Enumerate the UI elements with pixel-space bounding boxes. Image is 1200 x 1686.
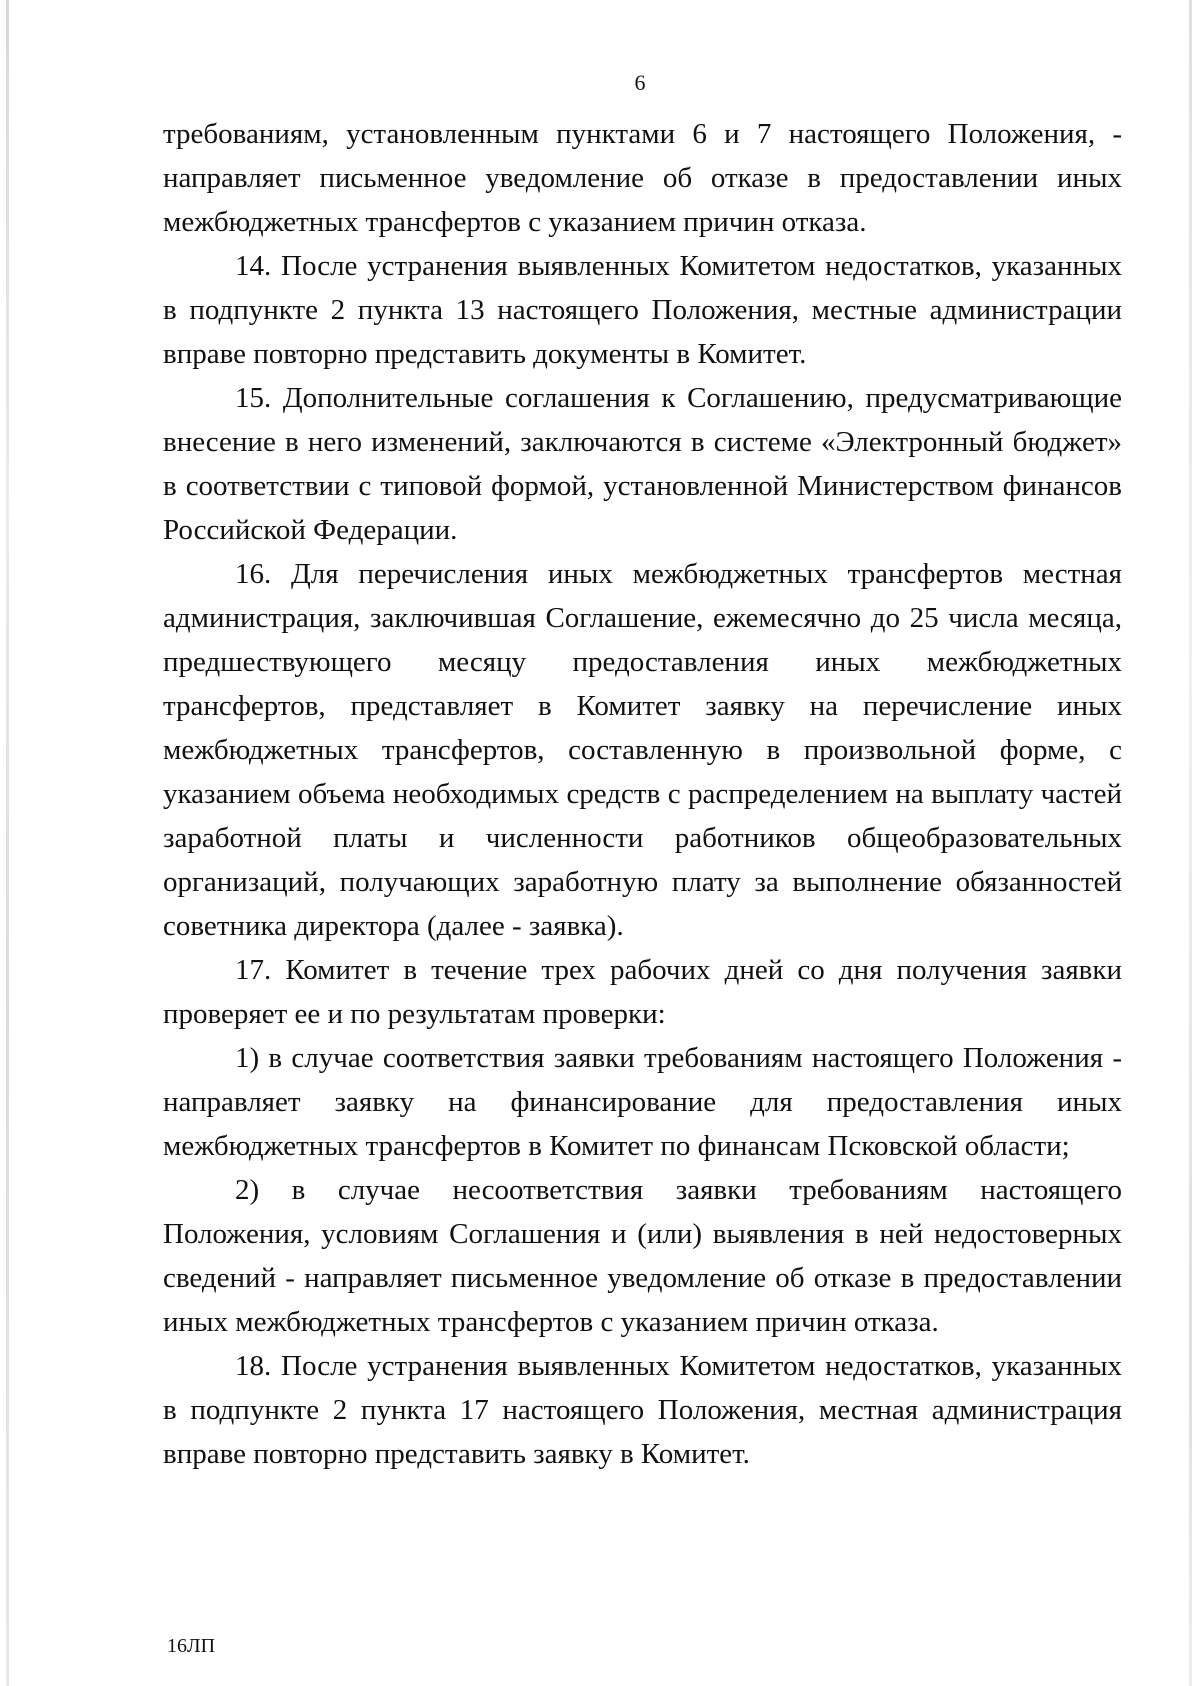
scan-edge-left [6,0,9,1686]
scan-edge-right [1189,0,1192,1686]
paragraph-16: 16. Для перечисления иных межбюджетных трансфертов местная администрация, заключившая Соглашение, ежемесячно до 25 числа месяца, предшествующего месяцу предоставления иных межбюджетных трансфертов, представляет в Комитет заявку на перечисление иных межбюджетных трансфертов, составленную в произвольной форме, с указанием объема необходимых средств с распределением на выплату частей заработной платы и численности работников общеобразовательных организаций, получающих заработную плату за выполнение обязанностей советника директора (далее - заявка). [163,558,1122,942]
paragraph-15: 15. Дополнительные соглашения к Соглашению, предусматривающие внесение в него изменений, заключаются в системе «Электронный бюджет» в соответствии с типовой формой, установленной Министерством финансов Российской Федерации. [163,382,1122,546]
footer-code: 16ЛП [167,1635,216,1657]
document-body [163,112,1122,1476]
paragraph-continuation: требованиям, установленным пунктами 6 и 7 настоящего Положения, - направляет письменное уведомление об отказе в предоставлении иных межбюджетных трансфертов с указанием причин отказа. [163,118,1122,238]
page-number: 6 [634,70,646,95]
paragraph-17: 17. Комитет в течение трех рабочих дней со дня получения заявки проверяет ее и по результатам проверки: [163,954,1122,1030]
paragraph-14: 14. После устранения выявленных Комитетом недостатков, указанных в подпункте 2 пункта 13 настоящего Положения, местные администрации вправе повторно представить документы в Комитет. [163,250,1122,370]
subitem-17-1: 1) в случае соответствия заявки требованиям настоящего Положения - направляет заявку на финансирование для предоставления иных межбюджетных трансфертов в Комитет по финансам Псковской области; [163,1042,1122,1162]
paragraph-18: 18. После устранения выявленных Комитетом недостатков, указанных в подпункте 2 пункта 17 настоящего Положения, местная администрация вправе повторно представить заявку в Комитет. [163,1350,1122,1470]
subitem-17-2: 2) в случае несоответствия заявки требованиям настоящего Положения, условиям Соглашения и (или) выявления в ней недостоверных сведений - направляет письменное уведомление об отказе в предоставлении иных межбюджетных трансфертов с указанием причин отказа. [163,1174,1122,1338]
